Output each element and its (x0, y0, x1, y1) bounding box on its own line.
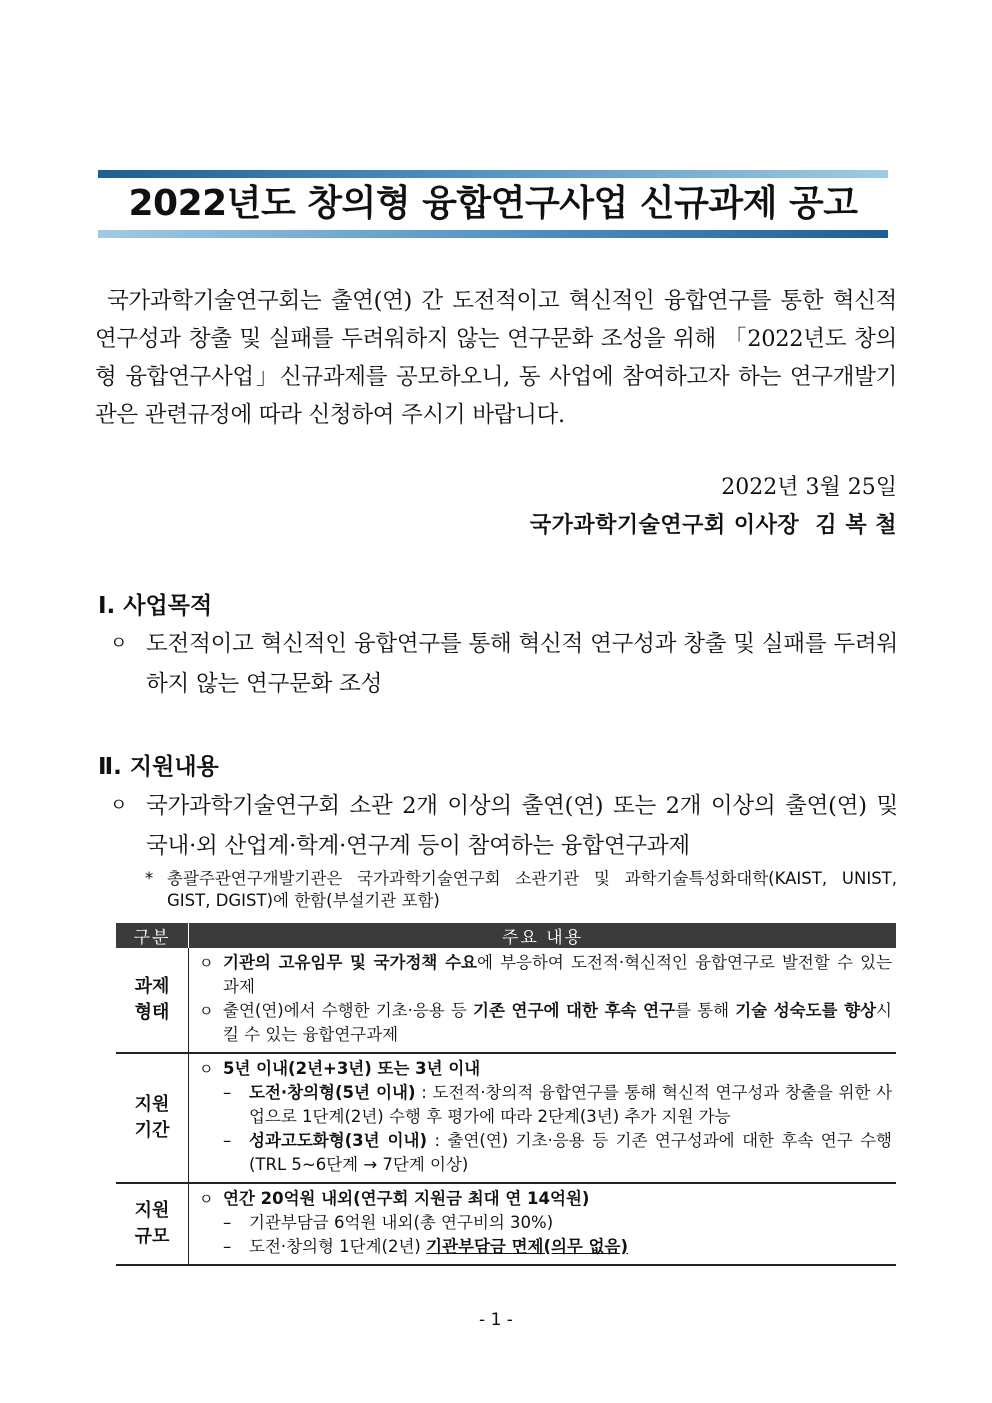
emphasis-text: 5년 이내(2년+3년) 또는 3년 이내 (223, 1059, 481, 1078)
support-text: 국가과학기술연구회 소관 2개 이상의 출연(연) 또는 2개 이상의 출연(연) 및 국내·외 산업계·학계·연구계 등이 참여하는 융합연구과제 (146, 793, 898, 859)
emphasis-text: 기관의 고유임무 및 국가정책 수요 (223, 953, 477, 972)
row-label-text: 지원기간 (134, 1094, 170, 1141)
intro-text: 국가과학기술연구회는 출연(연) 간 도전적이고 혁신적인 융합연구를 통한 혁신적 연구성과 창출 및 실패를 두려워하지 않는 연구문화 조성을 위해 「2022년도 창의형 융합연구사업」신규과제를 공모하오니, 동 사업에 참여하고자 하는 연구개발기관은 관련규정에 따라 신청하여 주시기 바랍니다. (95, 288, 897, 428)
sub-item (197, 1235, 892, 1259)
body-text: 도전·창의형 1단계(2년) (249, 1237, 427, 1256)
circle-bullet-icon: ㅇ (199, 954, 214, 972)
title-bar-top (98, 170, 888, 178)
circle-bullet-icon: ㅇ (199, 1190, 214, 1208)
table-header-row (116, 923, 896, 948)
sub-item (197, 1211, 892, 1235)
circle-bullet-icon: ㅇ (110, 795, 128, 816)
body-text: 출연(연)에서 수행한 기초·응용 등 (223, 1001, 474, 1020)
note-text: 총괄주관연구개발기관은 국가과학기술연구회 소관기관 및 과학기술특성화대학(KAIST, UNIST, GIST, DGIST)에 한함(부설기관 포함) (167, 869, 897, 910)
header-content: 주요 내용 (189, 923, 897, 948)
row-label-text: 과제형태 (134, 976, 170, 1023)
announcement-date: 2022년 3월 25일 (721, 475, 897, 500)
purpose-bullet (110, 624, 898, 706)
row-label-scale (116, 1183, 189, 1265)
sub-item (197, 1129, 892, 1177)
emphasis-text: 기존 연구에 대한 후속 연구 (473, 1001, 676, 1020)
table-row (116, 1183, 896, 1265)
section-heading-purpose: Ⅰ. 사업목적 (98, 593, 213, 619)
sub-item (197, 1081, 892, 1129)
table-row (116, 948, 896, 1053)
body-text: 기관부담금 6억원 내외(총 연구비의 30%) (249, 1213, 554, 1232)
body-text: 를 통해 (675, 1001, 736, 1020)
signer: 국가과학기술연구회 이사장 김 복 철 (529, 512, 897, 538)
intro-paragraph (95, 282, 897, 434)
emphasis-text: 도전·창의형(5년 이내) (249, 1083, 416, 1102)
row-label-type (116, 948, 189, 1053)
table-row (116, 1053, 896, 1183)
emphasis-text: 기술 성숙도를 향상 (735, 1001, 877, 1020)
list-item (197, 999, 892, 1047)
body-text: : 출연(연) 기초·응용 등 기존 연구성과에 대한 후속 연구 수행(TRL 5~6단계 → 7단계 이상) (249, 1131, 892, 1174)
dash-icon: – (223, 1237, 232, 1256)
row-content-type (189, 948, 897, 1053)
support-bullet (110, 786, 898, 868)
header-category: 구분 (116, 923, 189, 948)
support-table (116, 923, 896, 1266)
page-number: - 1 - (479, 1310, 513, 1330)
circle-bullet-icon: ㅇ (199, 1002, 214, 1020)
row-label-period (116, 1053, 189, 1183)
section-heading-support: Ⅱ. 지원내용 (98, 754, 219, 780)
document-title: 2022년도 창의형 융합연구사업 신규과제 공고 (128, 183, 858, 224)
emphasis-text: 연간 20억원 내외(연구회 지원금 최대 연 14억원) (223, 1189, 590, 1208)
body-text: 에 부응하여 도전적·혁신적인 융합연구로 발전할 수 있는 과제 (223, 953, 893, 996)
body-text: 시킬 수 있는 융합연구과제 (223, 1001, 892, 1044)
emphasis-text: 성과고도화형(3년 이내) (249, 1131, 427, 1150)
dash-icon: – (223, 1083, 232, 1102)
note-asterisk: * (145, 869, 154, 888)
row-label-text: 지원규모 (134, 1200, 170, 1247)
row-content-scale (189, 1183, 897, 1265)
row-content-period (189, 1053, 897, 1183)
purpose-text: 도전적이고 혁신적인 융합연구를 통해 혁신적 연구성과 창출 및 실패를 두려워하지 않는 연구문화 조성 (146, 631, 898, 697)
list-item (197, 1187, 892, 1211)
circle-bullet-icon: ㅇ (199, 1060, 214, 1078)
title-bar-bottom (98, 230, 888, 238)
list-item (197, 951, 892, 999)
circle-bullet-icon: ㅇ (110, 633, 128, 654)
underlined-text: 기관부담금 면제(의무 없음) (426, 1237, 629, 1256)
list-item (197, 1057, 892, 1081)
dash-icon: – (223, 1213, 232, 1232)
dash-icon: – (223, 1131, 232, 1150)
body-text: : 도전적·창의적 융합연구를 통해 혁신적 연구성과 창출을 위한 사업으로 1단계(2년) 수행 후 평가에 따라 2단계(3년) 추가 지원 가능 (249, 1083, 893, 1126)
